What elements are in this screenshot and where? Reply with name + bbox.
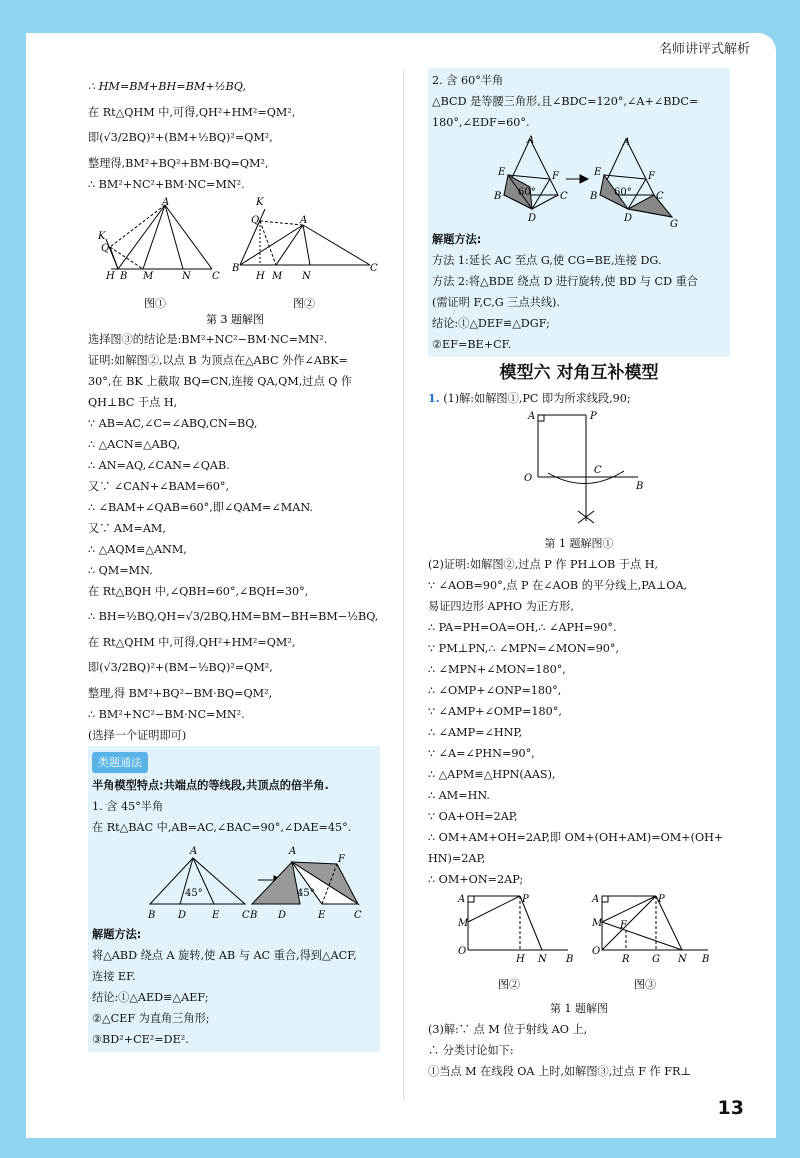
left-proof-lines [88, 329, 380, 746]
text-line: 整理,得 BM²+BQ²−BM·BQ=QM², [88, 687, 273, 700]
svg-text:A: A [623, 137, 631, 148]
text-line: ∴ △AQM≌△ANM, [88, 543, 187, 556]
figure-45-half-angle [92, 840, 372, 922]
method-2b: (需证明 F,C,G 三点共线). [432, 296, 560, 309]
svg-text:M: M [272, 271, 283, 282]
fig23-caption: 第 1 题解图 [550, 1002, 608, 1015]
text-line: (3)解:∵ 点 M 位于射线 AO 上, [428, 1023, 588, 1036]
svg-text:C: C [560, 191, 568, 202]
conclusion-2: ②△CEF 为直角三角形; [92, 1012, 210, 1025]
q1-part1 [428, 388, 730, 409]
method-1: 方法 1:延长 AC 至点 G,使 CG=BE,连接 DG. [432, 254, 662, 267]
box-line-1: 在 Rt△BAC 中,AB=AC,∠BAC=90°,∠DAE=45°. [92, 821, 352, 834]
fig3-caption: 第 3 题解图 [206, 313, 264, 326]
svg-text:Q: Q [251, 215, 260, 226]
svg-text:A: A [190, 846, 198, 857]
svg-text:O: O [458, 946, 467, 957]
method-box-right [428, 68, 730, 357]
figure-1-2-3 [428, 892, 728, 996]
text-line: ∴ ∠AMP=∠HNP, [428, 726, 523, 739]
svg-text:N: N [678, 954, 687, 965]
svg-text:C: C [370, 263, 378, 274]
q1-number: 1. [428, 391, 440, 405]
text-line: ∴ QM=MN. [88, 564, 153, 577]
svg-text:D: D [278, 910, 287, 921]
text-line: ∴ OM+ON=2AP; [428, 873, 524, 886]
svg-text:H: H [516, 954, 525, 965]
svg-text:A: A [300, 215, 308, 226]
text-line: ∴ OM+AM+OH=2AP,即 OM+(OH+AM)=OM+(OH+ [428, 831, 724, 844]
text-line: ①当点 M 在线段 OA 上时,如解图③,过点 F 作 FR⊥ [428, 1065, 691, 1078]
svg-text:B: B [148, 910, 156, 921]
svg-text:C: C [594, 465, 602, 476]
right-line-2: 180°,∠EDF=60°. [432, 116, 530, 129]
figure-1-1 [428, 411, 728, 531]
svg-text:45°: 45° [297, 888, 315, 899]
svg-text:B: B [566, 954, 574, 965]
svg-text:M: M [143, 271, 154, 282]
method-title: 解题方法: [92, 928, 142, 941]
box-item-1: 1. 含 45°半角 [92, 800, 164, 813]
svg-text:B: B [702, 954, 710, 965]
text-line: (选择一个证明即可) [88, 729, 187, 742]
svg-text:B: B [120, 271, 128, 282]
svg-text:E: E [212, 910, 220, 921]
svg-text:R: R [622, 954, 630, 965]
text-line: ∴ BM²+NC²+BM·NC=MN². [88, 178, 245, 191]
svg-text:A: A [527, 135, 535, 146]
text-line: ∴ AN=AQ,∠CAN=∠QAB. [88, 459, 230, 472]
svg-text:A: A [528, 411, 536, 422]
text-line: ∵ OA+OH=2AP, [428, 810, 518, 823]
left-column [88, 72, 380, 1052]
item-2: 2. 含 60°半角 [432, 74, 504, 87]
svg-text:F: F [552, 171, 559, 182]
figure-3-1 [106, 205, 212, 269]
figure-3-diagrams [88, 197, 378, 327]
conclusion-1: 结论:①△AED≌△AEF; [92, 991, 209, 1004]
svg-text:P: P [590, 411, 597, 422]
q1-part3-lines [428, 1019, 730, 1082]
page-number: 13 [717, 1097, 744, 1119]
svg-text:P: P [522, 894, 529, 905]
fig3-label-1: 图① [144, 297, 166, 310]
right-column [428, 68, 730, 1082]
svg-text:C: C [354, 910, 362, 921]
text-line: 又∵ ∠CAN+∠BAM=60°, [88, 480, 229, 493]
text-line: ∵ ∠AMP+∠OMP=180°, [428, 705, 562, 718]
svg-text:G: G [652, 954, 660, 965]
text-line: ∴ AM=HN. [428, 789, 490, 802]
section-title: 模型六 对角互补模型 [499, 363, 659, 383]
svg-text:H: H [106, 271, 115, 282]
text-line: HN)=2AP, [428, 852, 486, 865]
text-line: ∵ PM⊥PN,∴ ∠MPN=∠MON=90°, [428, 642, 620, 655]
text-line: 整理得,BM²+BQ²+BM·BQ=QM², [88, 157, 269, 170]
svg-text:O: O [524, 473, 533, 484]
text-line: 在 Rt△BQH 中,∠QBH=60°,∠BQH=30°, [88, 585, 309, 598]
svg-text:O: O [592, 946, 601, 957]
text-line: ∴ PA=PH=OA=OH,∴ ∠APH=90°. [428, 621, 617, 634]
fig3-label: 图③ [634, 978, 656, 991]
method-2a: 方法 2:将△BDE 绕点 D 进行旋转,使 BD 与 CD 重合 [432, 275, 698, 288]
text-line: 又∵ AM=AM, [88, 522, 166, 535]
svg-text:A: A [592, 894, 600, 905]
method-badge: 类题通法 [92, 752, 148, 773]
text-line: 30°,在 BK 上截取 BQ=CN,连接 QA,QM,过点 Q 作 [88, 375, 353, 388]
svg-text:E: E [498, 167, 506, 178]
text-line: 即(√3/2BQ)²+(BM−½BQ)²=QM², [88, 661, 273, 674]
text-line: ∴ ∠OMP+∠ONP=180°, [428, 684, 562, 697]
q1-part1-text: (1)解:如解图①,PC 即为所求线段,90; [443, 392, 631, 405]
text-line: 即(√3/2BQ)²+(BM+½BQ)²=QM², [88, 131, 273, 144]
text-line: ∵ ∠A=∠PHN=90°, [428, 747, 535, 760]
text-line: ∴ BH=½BQ,QH=√3/2BQ,HM=BM−BH=BM−½BQ, [88, 610, 379, 623]
svg-text:E: E [318, 910, 326, 921]
svg-text:D: D [624, 213, 633, 224]
text-line: ∴ ∠MPN+∠MON=180°, [428, 663, 566, 676]
svg-text:N: N [538, 954, 547, 965]
svg-text:K: K [256, 197, 264, 208]
right-conclusion-2: ②EF=BE+CF. [432, 338, 512, 351]
svg-text:N: N [302, 271, 311, 282]
svg-text:45°: 45° [185, 888, 203, 899]
left-top-lines [88, 72, 380, 195]
svg-text:F: F [338, 854, 345, 865]
svg-text:N: N [182, 271, 191, 282]
figure-60-half-angle [432, 135, 722, 227]
text-line: 证明:如解图②,以点 B 为顶点在△ABC 外作∠ABK= [88, 354, 348, 367]
q1-part2-lines [428, 554, 730, 890]
fig2-label: 图② [498, 978, 520, 991]
fig3-label-2: 图② [293, 297, 315, 310]
text-line: 在 Rt△QHM 中,可得,QH²+HM²=QM², [88, 636, 296, 649]
text-line: 选择图③的结论是:BM²+NC²−BM·NC=MN². [88, 333, 328, 346]
svg-text:C: C [656, 191, 664, 202]
svg-text:A: A [289, 846, 297, 857]
text-line: ∴ ∠BAM+∠QAB=60°,即∠QAM=∠MAN. [88, 501, 313, 514]
svg-text:B: B [636, 481, 644, 492]
svg-text:P: P [658, 894, 665, 905]
svg-text:D: D [178, 910, 187, 921]
fig1-caption: 第 1 题解图① [544, 537, 614, 550]
svg-text:B: B [590, 191, 598, 202]
method-box-left [88, 746, 380, 1052]
svg-text:E: E [594, 167, 602, 178]
text-line: ∴ △APM≌△HPN(AAS), [428, 768, 556, 781]
svg-text:M: M [592, 918, 603, 929]
text-line: ∵ ∠AOB=90°,点 P 在∠AOB 的平分线上,PA⊥OA, [428, 579, 688, 592]
svg-text:M: M [458, 918, 469, 929]
box-title: 半角模型特点:共端点的等线段,共顶点的倍半角. [92, 779, 329, 792]
svg-text:H: H [256, 271, 265, 282]
method-text-2: 连接 EF. [92, 970, 136, 983]
text-line: ∴ 分类讨论如下: [428, 1044, 514, 1057]
text-line: ∵ AB=AC,∠C=∠ABQ,CN=BQ, [88, 417, 258, 430]
right-line-1: △BCD 是等腰三角形,且∠BDC=120°,∠A+∠BDC= [432, 95, 699, 108]
svg-text:B: B [494, 191, 502, 202]
svg-text:A: A [458, 894, 466, 905]
column-divider [403, 70, 404, 1100]
text-line: 在 Rt△QHM 中,可得,QH²+HM²=QM², [88, 106, 296, 119]
svg-text:C: C [242, 910, 250, 921]
svg-text:F: F [648, 171, 655, 182]
method-text-1: 将△ABD 绕点 A 旋转,使 AB 与 AC 重合,得到△ACF, [92, 949, 357, 962]
header-title: 名师讲评式解析 [658, 42, 750, 57]
svg-text:B: B [250, 910, 258, 921]
text-line: ∴ HM=BM+BH=BM+½BQ, [88, 80, 246, 93]
svg-text:Q: Q [101, 243, 110, 254]
svg-text:60°: 60° [614, 187, 632, 198]
svg-text:D: D [528, 213, 537, 224]
text-line: 易证四边形 APHO 为正方形, [428, 600, 574, 613]
text-line: ∴ △ACN≌△ABQ, [88, 438, 181, 451]
text-line: (2)证明:如解图②,过点 P 作 PH⊥OB 于点 H, [428, 558, 659, 571]
text-line: QH⊥BC 于点 H, [88, 396, 178, 409]
text-line: ∴ BM²+NC²−BM·NC=MN². [88, 708, 245, 721]
svg-text:F: F [620, 920, 627, 931]
svg-text:G: G [670, 219, 678, 227]
svg-text:60°: 60° [518, 187, 536, 198]
svg-text:B: B [232, 263, 240, 274]
right-method-title: 解题方法: [432, 233, 482, 246]
right-conclusion-1: 结论:①△DEF≌△DGF; [432, 317, 550, 330]
svg-text:C: C [212, 271, 220, 282]
conclusion-3: ③BD²+CE²=DE². [92, 1033, 189, 1046]
svg-text:A: A [162, 197, 170, 208]
svg-text:K: K [98, 231, 106, 242]
